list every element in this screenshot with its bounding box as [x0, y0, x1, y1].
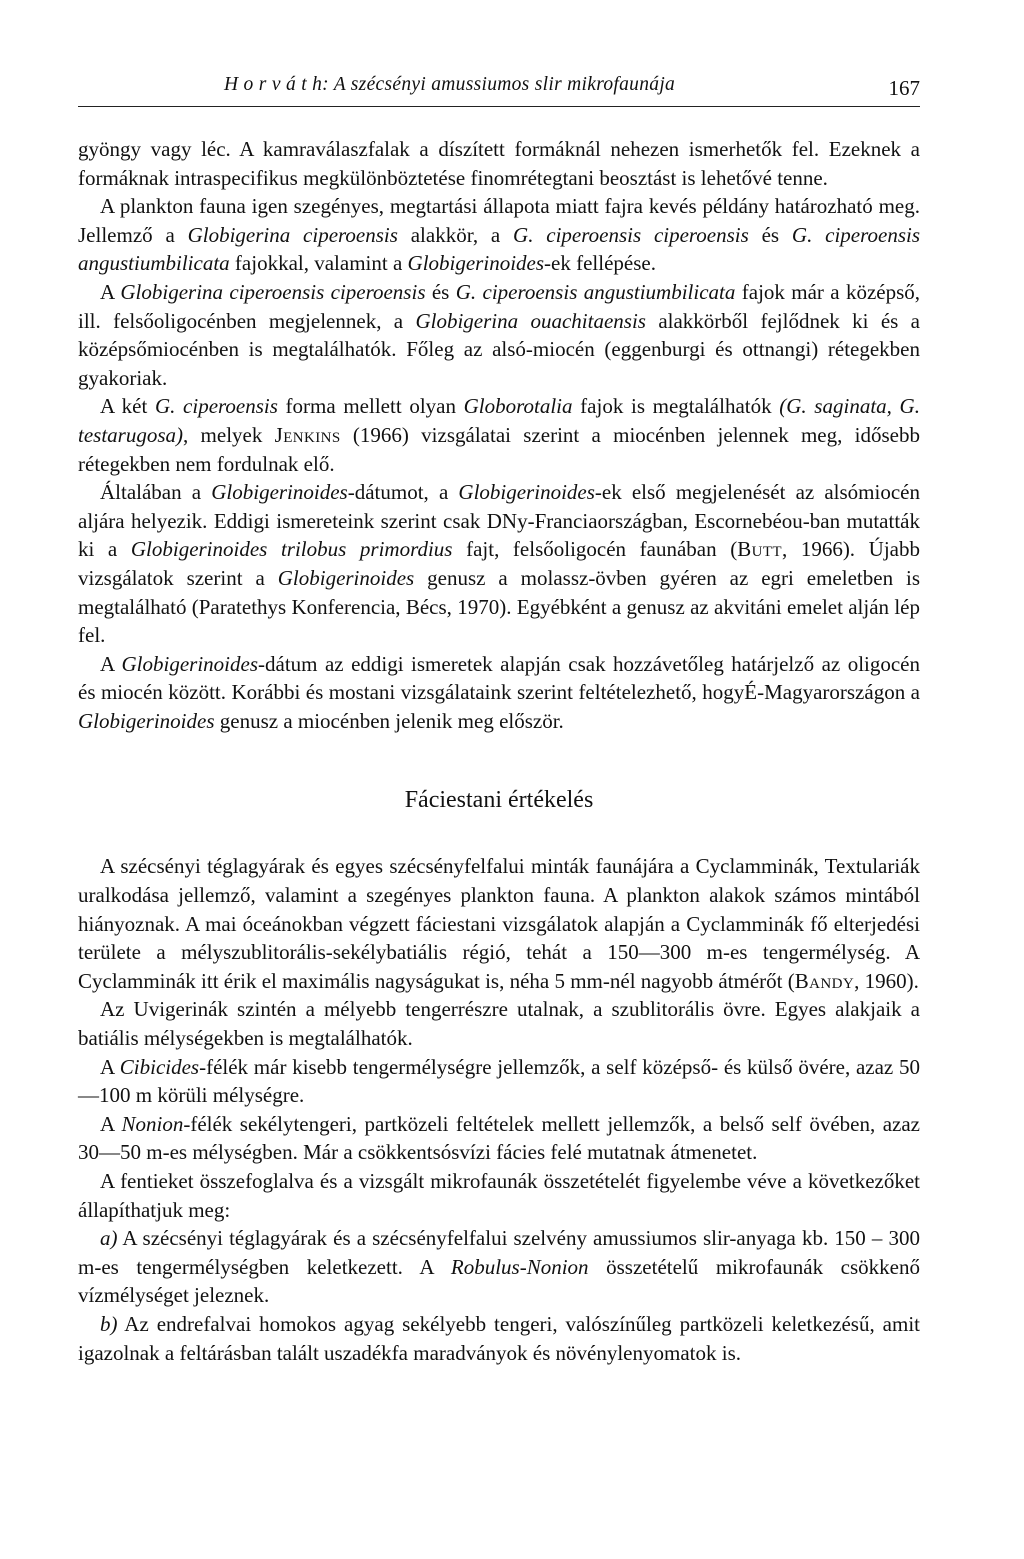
paragraph: A Globigerinoides-dátum az eddigi ismeretek alapján csak hozzávetőleg határjelző az oligocén és miocén között. Korábbi és mostani vizsgálataink szerint feltételezhető, hogyÉ-Magyarországon a Globigerinoides genusz a miocénben jelenik meg először. [78, 651, 920, 733]
paragraph: gyöngy vagy léc. A kamraválaszfalak a díszített formáknál nehezen ismerhetők fel. Ezeknek a formáknak intraspecifikus megkülönböztetése finomrétegtani beosztást is lehetővé tenne. [78, 137, 920, 190]
paragraph: A két G. ciperoensis forma mellett olyan Globorotalia fajok is megtalálhatók (G. saginata, G. testarugosa), melyek Jenkins (1966) vizsgálatai szerint a miocénben jelennek meg, idősebb rétegekben nem fordulnak elő. [78, 394, 920, 476]
document-page [78, 70, 920, 1367]
list-item: a) A szécsényi téglagyárak és a szécsényfelfalui szelvény amussiumos slir-anyaga kb. 150 – 300 m-es tengermélységben keletkezett. A Robulus-Nonion összetételű mikrofaunák csökkenő vízmélységet jeleznek. [78, 1226, 920, 1308]
paragraph: A Globigerina ciperoensis ciperoensis és G. ciperoensis angustiumbilicata fajok már a középső, ill. felsőoligocénben megjelennek, a Globigerina ouachitaensis alakkörből fejlődnek ki és a középsőmiocénben is megtalálhatók. Főleg az alsó-miocén (eggenburgi és ottnangi) rétegekben gyakoriak. [78, 279, 921, 390]
page-number: 167 [888, 76, 920, 100]
paragraph: A plankton fauna igen szegényes, megtartási állapota miatt fajra kevés példány határozható meg. Jellemző a Globigerina ciperoensis alakkör, a G. ciperoensis ciperoensis és G. ciperoensis angustiumbilicata fajokkal, valamint a Globigerinoides-ek fellépése. [78, 194, 921, 276]
paragraph: Az Uvigerinák szintén a mélyebb tengerrészre utalnak, a szublitorális övre. Egyes alakjaik a batiális mélységekben is megtalálhatók. [78, 997, 920, 1051]
paragraph: A Cibicides-félék már kisebb tengermélységre jellemzők, a self középső- és külső övére, azaz 50—100 m körüli mélységre. [78, 1054, 920, 1108]
running-title: H o r v á t h: A szécsényi amussiumos slir mikrofaunája [224, 74, 676, 95]
paragraph: A Nonion-félék sekélytengeri, partközeli feltételek mellett jellemzők, a belső self övében, azaz 30—50 m-es mélységben. Már a csökkentsósvízi fácies felé mutatnak átmenetet. [78, 1111, 920, 1165]
section-heading: Fáciestani értékelés [404, 787, 594, 814]
list-item: b) Az endrefalvai homokos agyag sekélyebb tengeri, valószínűleg partközeli keletkezésű, amit igazolnak a feltárásban talált uszadékfa maradványok és növénylenyomatok is. [78, 1311, 920, 1365]
paragraph: A fentieket összefoglalva és a vizsgált mikrofaunák összetételét figyelembe véve a következőket állapíthatjuk meg: [78, 1169, 920, 1222]
paragraph: A szécsényi téglagyárak és egyes szécsényfelfalui minták faunájára a Cyclamminák, Textulariák uralkodása jellemző, valamint a szegényes plankton fauna. A plankton alakok számos mintából hiányoznak. A mai óceánokban végzett fáciestani vizsgálatok alapján a Cyclamminák fő elterjedési területe a mélyszublitorális-sekélybatiális régió, tehát a 150—300 m-es tengermélység. A Cyclamminák itt érik el maximális nagyságukat is, néha 5 mm-nél nagyobb átmérőt (Bandy, 1960). [78, 854, 920, 993]
paragraph: Általában a Globigerinoides-dátumot, a Globigerinoides-ek első megjelenését az alsómiocén aljára helyezik. Eddigi ismereteink szerint csak DNy-Franciaországban, Escornebéou-ban mutatták ki a Globigerinoides trilobus primordius fajt, felsőoligocén faunában (Butt, 1966). Újabb vizsgálatok szerint a Globigerinoides genusz a molassz-övben gyéren az egri emeletben is megtalálható (Paratethys Konferencia, Bécs, 1970). Egyébként a genusz az akvitáni emelet alján lép fel. [78, 480, 920, 648]
running-header [78, 70, 920, 107]
